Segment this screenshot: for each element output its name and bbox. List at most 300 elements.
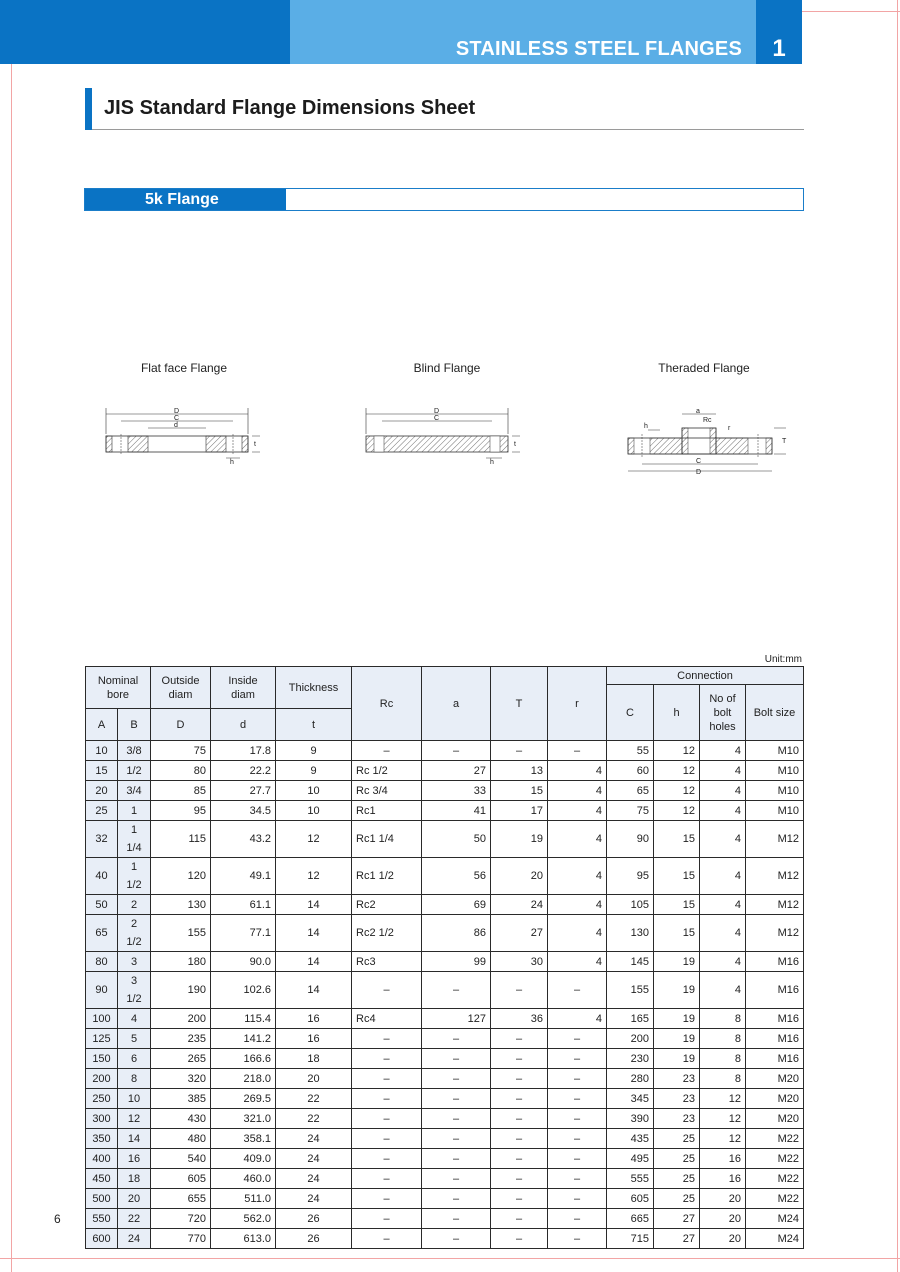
cell-a: 56 [422, 858, 491, 895]
cell-bolt: M22 [746, 1189, 804, 1209]
header-chapter-number: 1 [772, 35, 786, 62]
cell-a: 500 [86, 1189, 118, 1209]
cell-r: 4 [548, 801, 607, 821]
dim-label-D: D [174, 408, 180, 415]
dim-label-D: D [696, 469, 702, 476]
cell-a: 300 [86, 1109, 118, 1129]
unit-label: Unit:mm [764, 654, 802, 665]
title-rule [92, 129, 804, 130]
cell-t: 20 [276, 1069, 352, 1089]
cell-a: – [422, 1209, 491, 1229]
cell-b: 4 [118, 1009, 151, 1029]
cell-b: 3/4 [118, 781, 151, 801]
cell-bolt: M10 [746, 781, 804, 801]
cell-b: 1 1/2 [118, 858, 151, 895]
cell-c: 165 [607, 1009, 654, 1029]
cell-d: 655 [151, 1189, 211, 1209]
cell-r: 4 [548, 821, 607, 858]
table-row [86, 858, 804, 895]
cell-n: 8 [700, 1069, 746, 1089]
cell-rc: Rc1 1/2 [352, 858, 422, 895]
cell-t: – [491, 1229, 548, 1249]
cell-d: 130 [151, 895, 211, 915]
cell-b: 1/2 [118, 761, 151, 781]
cell-rc: – [352, 1229, 422, 1249]
dim-label-h: h [230, 459, 234, 466]
cell-b: 3 [118, 952, 151, 972]
cell-n: 4 [700, 741, 746, 761]
cell-n: 4 [700, 821, 746, 858]
cell-d: 141.2 [211, 1029, 276, 1049]
cell-h: 25 [654, 1169, 700, 1189]
table-row [86, 1009, 804, 1029]
cell-rc: – [352, 1169, 422, 1189]
cell-c: 90 [607, 821, 654, 858]
cell-b: 2 1/2 [118, 915, 151, 952]
cell-d: 720 [151, 1209, 211, 1229]
cell-t: 14 [276, 972, 352, 1009]
cell-b: 18 [118, 1169, 151, 1189]
cell-c: 130 [607, 915, 654, 952]
cell-n: 4 [700, 858, 746, 895]
header-t: t [276, 709, 352, 741]
cell-bolt: M10 [746, 761, 804, 781]
cell-a: – [422, 741, 491, 761]
cell-n: 4 [700, 952, 746, 972]
cell-r: 4 [548, 915, 607, 952]
cell-n: 20 [700, 1229, 746, 1249]
cell-r: 4 [548, 1009, 607, 1029]
cell-h: 19 [654, 1049, 700, 1069]
cell-b: 10 [118, 1089, 151, 1109]
diagram-caption-flat-face: Flat face Flange [140, 361, 228, 375]
cell-t: 24 [276, 1129, 352, 1149]
threaded-flange-drawing [624, 404, 794, 476]
table-row [86, 1169, 804, 1189]
section-header [84, 188, 804, 211]
cell-t: – [491, 1129, 548, 1149]
dim-label-h: h [644, 423, 648, 430]
cell-rc: – [352, 1109, 422, 1129]
cell-a: 27 [422, 761, 491, 781]
cell-r: – [548, 1149, 607, 1169]
cell-t: 26 [276, 1209, 352, 1229]
cell-r: – [548, 1089, 607, 1109]
cell-d: 480 [151, 1129, 211, 1149]
trim-line-right [897, 0, 898, 1272]
cell-n: 8 [700, 1009, 746, 1029]
cell-b: 6 [118, 1049, 151, 1069]
cell-rc: – [352, 1029, 422, 1049]
cell-a: – [422, 1049, 491, 1069]
header-B: B [118, 709, 151, 741]
header-inside-diam: Inside diam [211, 667, 276, 709]
cell-n: 4 [700, 801, 746, 821]
cell-a: – [422, 1229, 491, 1249]
cell-t: 26 [276, 1229, 352, 1249]
cell-d: 102.6 [211, 972, 276, 1009]
cell-rc: – [352, 741, 422, 761]
page-title: JIS Standard Flange Dimensions Sheet [104, 97, 476, 119]
cell-d: 166.6 [211, 1049, 276, 1069]
cell-bolt: M16 [746, 1029, 804, 1049]
cell-d: 409.0 [211, 1149, 276, 1169]
cell-t: – [491, 1089, 548, 1109]
header-D: D [151, 709, 211, 741]
table-row [86, 895, 804, 915]
cell-d: 321.0 [211, 1109, 276, 1129]
cell-a: 50 [422, 821, 491, 858]
cell-b: 5 [118, 1029, 151, 1049]
cell-a: 100 [86, 1009, 118, 1029]
cell-d: 269.5 [211, 1089, 276, 1109]
dim-label-r: r [728, 425, 731, 432]
cell-h: 25 [654, 1129, 700, 1149]
cell-n: 4 [700, 972, 746, 1009]
cell-rc: Rc4 [352, 1009, 422, 1029]
cell-h: 12 [654, 801, 700, 821]
cell-a: 250 [86, 1089, 118, 1109]
cell-rc: – [352, 972, 422, 1009]
cell-t: 30 [491, 952, 548, 972]
cell-t: 22 [276, 1109, 352, 1129]
header-h: h [654, 685, 700, 741]
header-C: C [607, 685, 654, 741]
cell-a: 69 [422, 895, 491, 915]
cell-r: 4 [548, 761, 607, 781]
table-row [86, 741, 804, 761]
cell-r: – [548, 1189, 607, 1209]
cell-h: 12 [654, 741, 700, 761]
cell-b: 1 [118, 801, 151, 821]
cell-a: 50 [86, 895, 118, 915]
cell-h: 19 [654, 952, 700, 972]
cell-a: 10 [86, 741, 118, 761]
cell-d: 540 [151, 1149, 211, 1169]
cell-r: – [548, 741, 607, 761]
cell-c: 495 [607, 1149, 654, 1169]
cell-t: – [491, 1109, 548, 1129]
cell-d: 85 [151, 781, 211, 801]
table-row [86, 1069, 804, 1089]
cell-n: 16 [700, 1149, 746, 1169]
cell-c: 60 [607, 761, 654, 781]
cell-h: 15 [654, 895, 700, 915]
cell-h: 15 [654, 821, 700, 858]
cell-a: – [422, 972, 491, 1009]
cell-a: – [422, 1169, 491, 1189]
cell-b: 14 [118, 1129, 151, 1149]
cell-a: 400 [86, 1149, 118, 1169]
cell-d: 49.1 [211, 858, 276, 895]
cell-d: 75 [151, 741, 211, 761]
cell-r: – [548, 1049, 607, 1069]
cell-rc: Rc3 [352, 952, 422, 972]
cell-t: 24 [276, 1189, 352, 1209]
cell-a: 25 [86, 801, 118, 821]
cell-c: 145 [607, 952, 654, 972]
dim-label-h: h [490, 459, 494, 466]
cell-d: 430 [151, 1109, 211, 1129]
cell-b: 24 [118, 1229, 151, 1249]
cell-bolt: M20 [746, 1089, 804, 1109]
table-row [86, 972, 804, 1009]
cell-n: 8 [700, 1049, 746, 1069]
dim-label-C: C [696, 458, 702, 465]
cell-t: 14 [276, 915, 352, 952]
cell-t: 16 [276, 1009, 352, 1029]
cell-d: 61.1 [211, 895, 276, 915]
cell-t: – [491, 1209, 548, 1229]
cell-r: – [548, 1029, 607, 1049]
cell-c: 200 [607, 1029, 654, 1049]
cell-t: 16 [276, 1029, 352, 1049]
cell-d: 43.2 [211, 821, 276, 858]
cell-t: 14 [276, 895, 352, 915]
header-nominal-bore: Nominal bore [86, 667, 151, 709]
cell-d: 460.0 [211, 1169, 276, 1189]
cell-r: 4 [548, 952, 607, 972]
cell-rc: – [352, 1129, 422, 1149]
header-bolt-size: Bolt size [746, 685, 804, 741]
table-row [86, 781, 804, 801]
cell-h: 12 [654, 761, 700, 781]
header-outside-diam: Outside diam [151, 667, 211, 709]
cell-rc: Rc2 [352, 895, 422, 915]
header-A: A [86, 709, 118, 741]
cell-rc: – [352, 1089, 422, 1109]
cell-d: 17.8 [211, 741, 276, 761]
cell-d: 115.4 [211, 1009, 276, 1029]
dim-label-t: t [254, 441, 256, 448]
cell-bolt: M20 [746, 1109, 804, 1129]
cell-bolt: M16 [746, 1009, 804, 1029]
cell-b: 3/8 [118, 741, 151, 761]
cell-c: 55 [607, 741, 654, 761]
cell-a: – [422, 1069, 491, 1089]
cell-c: 105 [607, 895, 654, 915]
cell-bolt: M24 [746, 1209, 804, 1229]
cell-bolt: M22 [746, 1169, 804, 1189]
cell-n: 12 [700, 1089, 746, 1109]
header-thickness: Thickness [276, 667, 352, 709]
cell-t: 9 [276, 761, 352, 781]
cell-b: 16 [118, 1149, 151, 1169]
cell-n: 4 [700, 781, 746, 801]
cell-t: 13 [491, 761, 548, 781]
cell-a: – [422, 1109, 491, 1129]
dim-label-D: D [434, 408, 440, 415]
blind-flange-drawing [362, 404, 532, 466]
cell-bolt: M10 [746, 801, 804, 821]
cell-a: – [422, 1089, 491, 1109]
cell-bolt: M16 [746, 1049, 804, 1069]
cell-a: 125 [86, 1029, 118, 1049]
cell-t: – [491, 1049, 548, 1069]
cell-n: 20 [700, 1209, 746, 1229]
cell-c: 65 [607, 781, 654, 801]
table-row [86, 1229, 804, 1249]
cell-r: 4 [548, 781, 607, 801]
cell-n: 16 [700, 1169, 746, 1189]
cell-n: 8 [700, 1029, 746, 1049]
cell-a: 20 [86, 781, 118, 801]
dim-label-T: T [782, 438, 787, 445]
cell-r: 4 [548, 895, 607, 915]
header-a: a [422, 667, 491, 741]
cell-a: – [422, 1129, 491, 1149]
cell-rc: – [352, 1049, 422, 1069]
cell-n: 12 [700, 1109, 746, 1129]
cell-a: – [422, 1189, 491, 1209]
trim-line-bottom [0, 1258, 900, 1259]
cell-r: – [548, 1229, 607, 1249]
cell-a: 32 [86, 821, 118, 858]
cell-h: 15 [654, 858, 700, 895]
cell-bolt: M22 [746, 1149, 804, 1169]
cell-bolt: M24 [746, 1229, 804, 1249]
cell-r: – [548, 1069, 607, 1089]
cell-t: 10 [276, 801, 352, 821]
dim-label-d: d [174, 422, 178, 429]
cell-h: 19 [654, 1029, 700, 1049]
cell-c: 75 [607, 801, 654, 821]
cell-t: 12 [276, 858, 352, 895]
cell-rc: Rc1 [352, 801, 422, 821]
diagram-caption-blind: Blind Flange [413, 361, 481, 375]
header-connection: Connection [607, 667, 804, 685]
cell-a: 33 [422, 781, 491, 801]
cell-a: 150 [86, 1049, 118, 1069]
cell-a: – [422, 1029, 491, 1049]
cell-b: 1 1/4 [118, 821, 151, 858]
cell-a: 40 [86, 858, 118, 895]
cell-a: – [422, 1149, 491, 1169]
cell-t: 36 [491, 1009, 548, 1029]
cell-rc: – [352, 1149, 422, 1169]
cell-d: 770 [151, 1229, 211, 1249]
cell-c: 555 [607, 1169, 654, 1189]
cell-h: 25 [654, 1149, 700, 1169]
cell-t: 18 [276, 1049, 352, 1069]
cell-d: 120 [151, 858, 211, 895]
cell-t: 24 [276, 1149, 352, 1169]
cell-d: 265 [151, 1049, 211, 1069]
cell-d: 562.0 [211, 1209, 276, 1229]
flat-face-flange-drawing [100, 404, 270, 466]
cell-n: 4 [700, 895, 746, 915]
cell-t: – [491, 1189, 548, 1209]
title-accent-bar [85, 88, 92, 130]
cell-bolt: M10 [746, 741, 804, 761]
cell-rc: – [352, 1069, 422, 1089]
cell-d: 320 [151, 1069, 211, 1089]
header-T: T [491, 667, 548, 741]
cell-t: 22 [276, 1089, 352, 1109]
table-row [86, 761, 804, 781]
table-row [86, 1089, 804, 1109]
cell-rc: – [352, 1209, 422, 1229]
section-title: 5k Flange [145, 191, 219, 208]
table-row [86, 1209, 804, 1229]
cell-d: 511.0 [211, 1189, 276, 1209]
cell-n: 4 [700, 761, 746, 781]
cell-d: 95 [151, 801, 211, 821]
cell-bolt: M16 [746, 972, 804, 1009]
cell-a: 86 [422, 915, 491, 952]
cell-b: 2 [118, 895, 151, 915]
cell-h: 23 [654, 1089, 700, 1109]
cell-bolt: M12 [746, 821, 804, 858]
cell-h: 27 [654, 1209, 700, 1229]
table-row [86, 915, 804, 952]
cell-a: 450 [86, 1169, 118, 1189]
table-row [86, 801, 804, 821]
cell-t: 24 [491, 895, 548, 915]
header-band-dark [0, 0, 290, 64]
dim-label-Rc: Rc [703, 417, 712, 424]
cell-b: 22 [118, 1209, 151, 1229]
cell-h: 23 [654, 1069, 700, 1089]
cell-c: 230 [607, 1049, 654, 1069]
cell-d: 115 [151, 821, 211, 858]
cell-bolt: M22 [746, 1129, 804, 1149]
diagram-caption-threaded: Theraded Flange [658, 361, 750, 375]
cell-a: 80 [86, 952, 118, 972]
cell-d: 155 [151, 915, 211, 952]
table-row [86, 1129, 804, 1149]
page-number: 6 [54, 1212, 61, 1226]
cell-rc: Rc 1/2 [352, 761, 422, 781]
cell-t: 10 [276, 781, 352, 801]
cell-b: 12 [118, 1109, 151, 1129]
table-row [86, 1149, 804, 1169]
cell-d: 218.0 [211, 1069, 276, 1089]
cell-d: 385 [151, 1089, 211, 1109]
cell-b: 3 1/2 [118, 972, 151, 1009]
cell-t: 12 [276, 821, 352, 858]
cell-r: – [548, 1209, 607, 1229]
header-d: d [211, 709, 276, 741]
table-row [86, 1189, 804, 1209]
cell-t: 20 [491, 858, 548, 895]
cell-r: – [548, 1109, 607, 1129]
cell-r: 4 [548, 858, 607, 895]
cell-c: 665 [607, 1209, 654, 1229]
cell-t: 19 [491, 821, 548, 858]
cell-a: 90 [86, 972, 118, 1009]
cell-d: 27.7 [211, 781, 276, 801]
cell-n: 12 [700, 1129, 746, 1149]
cell-bolt: M20 [746, 1069, 804, 1089]
cell-c: 345 [607, 1089, 654, 1109]
cell-c: 95 [607, 858, 654, 895]
cell-t: – [491, 1029, 548, 1049]
cell-a: 65 [86, 915, 118, 952]
cell-r: – [548, 1129, 607, 1149]
table-row [86, 952, 804, 972]
cell-h: 25 [654, 1189, 700, 1209]
cell-t: – [491, 1069, 548, 1089]
header-title: STAINLESS STEEL FLANGES [455, 38, 742, 60]
cell-t: 9 [276, 741, 352, 761]
table-row [86, 1109, 804, 1129]
cell-rc: – [352, 1189, 422, 1209]
cell-t: – [491, 741, 548, 761]
cell-b: 8 [118, 1069, 151, 1089]
cell-r: – [548, 1169, 607, 1189]
header-bolt-holes: No of bolt holes [700, 685, 746, 741]
